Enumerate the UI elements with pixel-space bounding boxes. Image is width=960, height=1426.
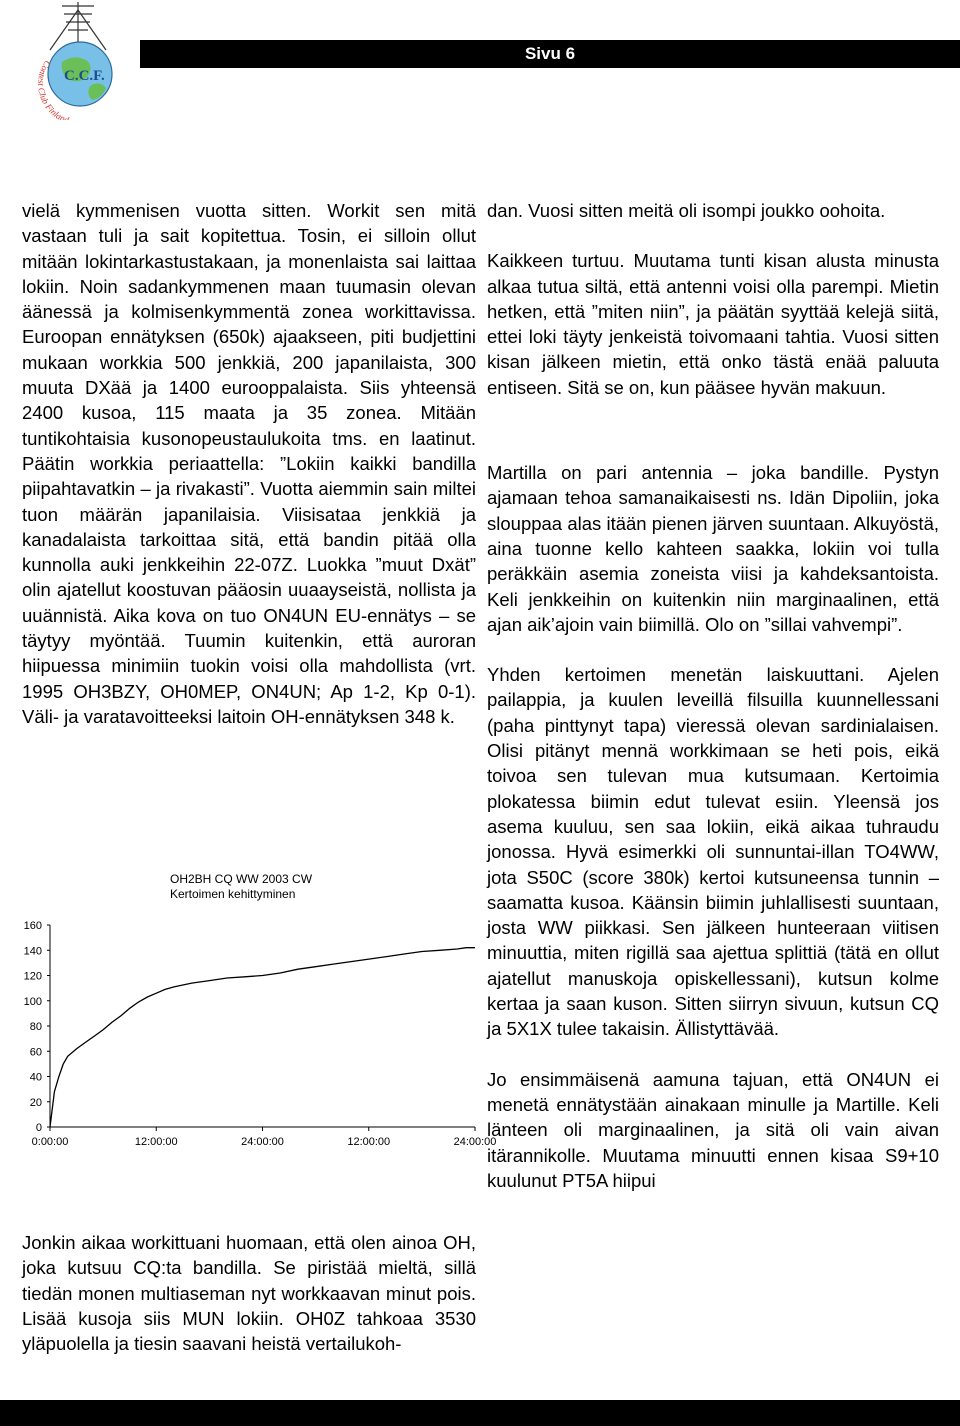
page-number-label: Sivu 6	[524, 44, 576, 63]
y-tick-label: 40	[29, 1071, 42, 1084]
y-tick-label: 20	[29, 1096, 42, 1109]
chart-subtitle: Kertoimen kehittyminen	[170, 887, 296, 901]
x-tick-label: 12:00:00	[347, 1136, 391, 1148]
series-line	[50, 948, 475, 1127]
x-tick-label: 24:00:00	[453, 1136, 497, 1148]
x-axis	[32, 1127, 497, 1148]
y-tick-label: 60	[29, 1046, 42, 1059]
chart-svg	[20, 860, 497, 1160]
x-tick-label: 12:00:00	[134, 1136, 178, 1148]
y-tick-label: 80	[29, 1021, 42, 1033]
y-tick-label: 160	[23, 920, 42, 932]
y-tick-label: 120	[23, 970, 42, 983]
right-paragraph-3: Martilla on pari antennia – joka bandille. Pystyn ajamaan tehoa samanaikaisesti ns. Idän Dipoliin, joka slouppaa alas itään pienen järven suuntaan. Alkuyöstä, aina tuonne kello kahteen saakka, lokiin voi tulla peräkkäin asemia zoneista viisi ja kahdeksantoista. Keli jenkkeihin on kuitenkin niin marginaalinen, että ajan aik’ajoin vain biimillä. Olo on ”sillai vahvempi”.	[487, 462, 939, 635]
x-tick-label: 24:00:00	[241, 1136, 284, 1148]
left-paragraph-2: Jonkin aikaa workittuani huomaan, että olen ainoa OH, joka kutsuu CQ:ta bandilla. Se piristää mieltä, sillä tiedän monen multiaseman nyt workkaavan minut pois. Lisää kusoja siis MUN lokiin. OH0Z tahkoaa 3530 yläpuolella ja tiesin saavani heistä vertailukoh-	[22, 1232, 476, 1355]
chart-title: OH2BH CQ WW 2003 CW	[170, 872, 313, 886]
right-paragraph-4: Yhden kertoimen menetän laiskuuttani. Ajelen pailappia, ja kuulen leveillä filsuilla kuunnellessani (paha pinttynyt tapa) vieressä olevan sardinialaisen. Olisi pitänyt mennä workkimaan se heti pois, eikä toivoa sen tulevan mua kutsumaan. Kertoimia plokatessa biimin edut tulevat esiin. Yleensä jos asema kuuluu, sen saa lokiin, eikä aikaa tuhraudu jonossa. Hyvä esimerkki oli sunnuntai-illan TO4WW, jota S50C (score 380k) kertoi kutsuneensa tunnin – saamatta kusoa. Käänsin biimin juhlallisesti suuntaan, josta WW piikkasi. Sen jälkeen hunteeraan viitisen minuuttia, miten rigillä saa ajettua splittiä (tätä en ollut ajatellut manuskoja opiskellessani), kutsun kolme kertaa ja saan kuson. Sitten siirryn sivuun, kutsun CQ ja 5X1X tulee takaisin. Ällistyttävää.	[487, 664, 939, 1040]
right-column	[487, 198, 939, 1193]
right-paragraph-5: Jo ensimmäisenä aamuna tajuan, että ON4UN ei menetä ennätystään ainakaan minulle ja Martille. Keli länteen oli marginaalinen, ja sitä oli vain aivan itärannikolle. Muutama minuutti ennen kisaa S9+10 kuulunut PT5A hiipui	[487, 1068, 939, 1191]
left-column-bottom	[22, 1230, 476, 1356]
y-tick-label: 0	[35, 1122, 42, 1134]
right-paragraph-2: Kaikkeen turtuu. Muutama tunti kisan alusta minusta alkaa tutua siltä, että antenni voisi olla parempi. Mietin hetken, että ”miten niin”, ja päätän syyttää kelejä siitä, ettei loki täyty jenkeistä toivomaani tahtia. Vuosi sitten kisan jälkeen mietin, että onko tästä enää paluuta entiseen. Sitä se on, kun pääsee hyvän makuun.	[487, 250, 939, 398]
multiplier-chart	[20, 860, 497, 1160]
y-tick-label: 100	[23, 995, 42, 1008]
right-paragraph-1: dan. Vuosi sitten meitä oli isompi joukko oohoita.	[487, 200, 886, 221]
chart-title-block	[170, 872, 370, 902]
logo-text: C.C.F.	[64, 68, 105, 84]
logo-graphic	[22, 0, 134, 120]
page-footer-bar	[0, 1400, 960, 1426]
left-paragraph-1: vielä kymmenisen vuotta sitten. Workit sen mitä vastaan tuli ja sait kopitettua. Tosin, ei silloin ollut mitään lokintarkastustakaan, ja monenlaista sai laittaa lokiin. Noin sadankymmenen maan tuumasin olevan äänessä ja kolmisenkymmentä zonea workittavissa. Euroopan ennätyksen (650k) ajaakseen, piti budjettini mukaan workkia 500 jenkkiä, 200 japanilaista, 300 muuta DXää ja 1400 eurooppalaista. Siis yhteensä 2400 kusoa, 115 maata ja 35 zonea. Mitään tuntikohtaisia kusonopeustaulukoita tms. en laatinut. Päätin workkia periaattella: ”Lokiin kaikki bandilla piipahtavatkin – ja rivakasti”. Vuotta aiemmin sain miltei tuon määrän japanilaisia. Viisisataa jenkkiä ja kanadalaista tarkoittaa sitä, että bandin pitää olla kunnolla auki jenkkeihin 22-07Z. Luokka ”muut Dxät” olin ajatellut koostuvan pääosin uuaayseistä, nollista ja uuännistä. Aika kova on tuo ON4UN EU-ennätys – se täytyy myöntää. Tuumin kuitenkin, että auroran hiipuessa minimiin tuokin voisi olla mahdollista (vrt. 1995 OH3BZY, OH0MEP, ON4UN; Ap 1-2, Kp 0-1). Väli- ja varatavoitteeksi laitoin OH-ennätyksen 348 k.	[22, 200, 476, 727]
chart-series-layer	[50, 948, 475, 1127]
y-axis	[24, 920, 50, 1134]
x-tick-label: 0:00:00	[31, 1136, 69, 1148]
logo-arc-text: Contest Club Finland	[36, 58, 71, 120]
y-tick-label: 140	[23, 945, 42, 958]
club-logo	[22, 0, 134, 120]
left-column-top	[22, 198, 476, 729]
page-header-bar	[140, 40, 960, 68]
